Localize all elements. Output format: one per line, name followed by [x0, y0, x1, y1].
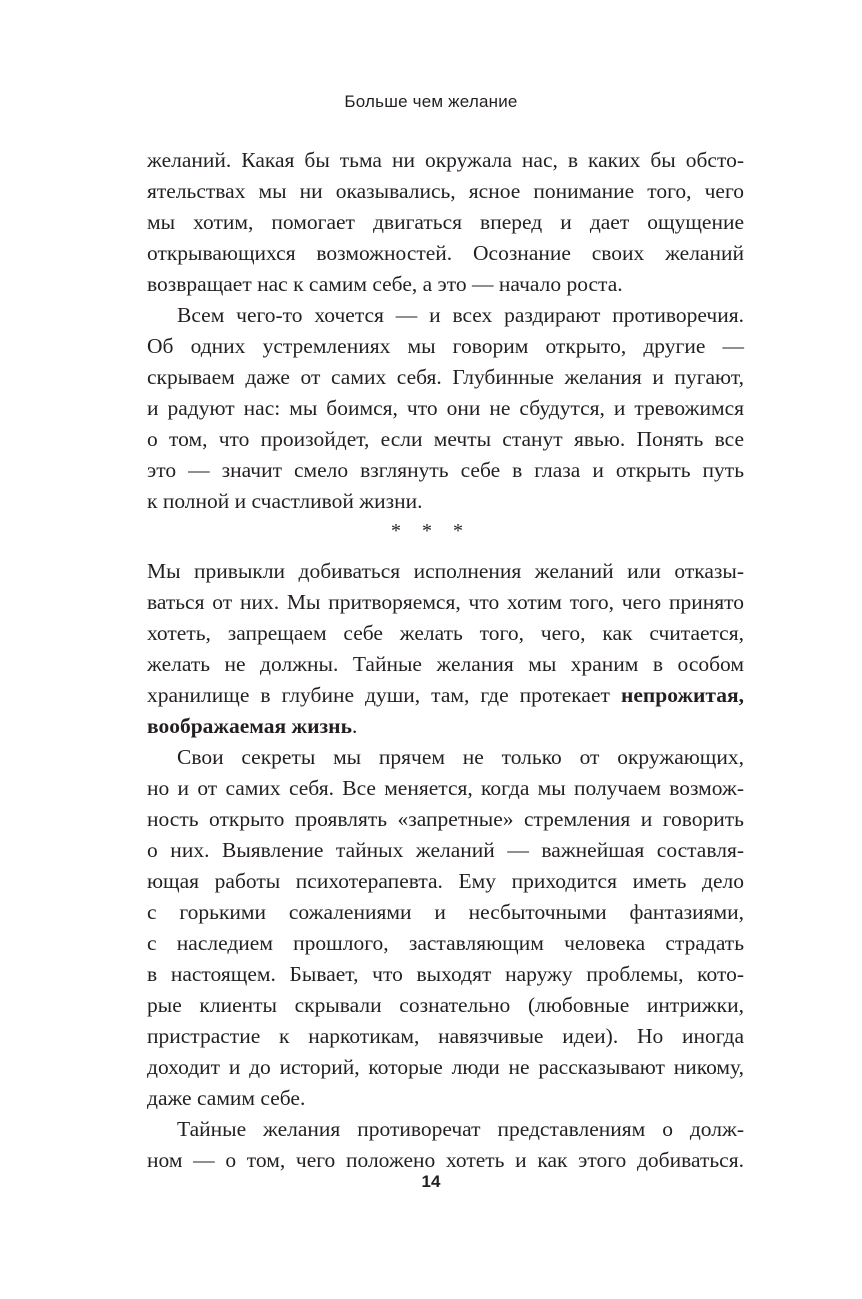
text-line: Об одних устремлениях мы говорим открыто, другие — [147, 334, 744, 358]
text-line: возвращает нас к самим себе, а это — начало роста. [147, 272, 623, 296]
text-line: ющая работы психотерапевта. Ему приходится иметь дело [147, 869, 744, 893]
paragraph [147, 300, 744, 517]
text-run: хранилище в глубине души, там, где протекает [147, 683, 621, 707]
text-line: Свои секреты мы прячем не только от окружающих, [177, 745, 744, 769]
text-line: мы хотим, помогает двигаться вперед и дает ощущение [147, 210, 744, 234]
text-line: о том, что произойдет, если мечты станут явью. Понять все [147, 427, 744, 451]
paragraph [147, 145, 744, 300]
text-line: и радуют нас: мы боимся, что они не сбудутся, и тревожимся [147, 396, 744, 420]
text-line: рые клиенты скрывали сознательно (любовные интрижки, [147, 993, 744, 1017]
emphasis-text: непрожитая, [620, 683, 744, 707]
paragraph [147, 1114, 744, 1176]
paragraph [147, 556, 744, 742]
text-line: ность открыто проявлять «запретные» стремления и говорить [147, 807, 744, 831]
text-line [147, 711, 744, 742]
running-header: Больше чем желание [344, 92, 518, 111]
text-line: Всем чего-то хочется — и всех раздирают противоречия. [177, 303, 744, 327]
text-line: доходит и до историй, которые люди не рассказывают никому, [147, 1055, 744, 1079]
page-number: 14 [421, 1172, 441, 1191]
text-line: к полной и счастливой жизни. [147, 489, 423, 513]
text-line: с горькими сожалениями и несбыточными фантазиями, [147, 900, 744, 924]
text-section-2 [147, 556, 744, 1176]
text-section-1 [147, 145, 744, 517]
text-line: но и от самих себя. Все меняется, когда мы получаем возмож- [147, 776, 744, 800]
text-line: Тайные желания противоречат представлениям о долж- [177, 1117, 744, 1141]
text-line: Мы привыкли добиваться исполнения желаний или отказы- [147, 559, 744, 583]
text-line [147, 680, 744, 711]
paragraph [147, 742, 744, 1114]
text-line: о них. Выявление тайных желаний — важнейшая составля- [147, 838, 744, 862]
text-line: с наследием прошлого, заставляющим человека страдать [147, 931, 744, 955]
text-line: пристрастие к наркотикам, навязчивые идеи). Но иногда [147, 1024, 744, 1048]
text-line: скрываем даже от самих себя. Глубинные желания и пугают, [147, 365, 744, 389]
section-break: * * * [391, 520, 471, 542]
text-line: хотеть, запрещаем себе желать того, чего, как считается, [147, 621, 744, 645]
text-line: открывающихся возможностей. Осознание своих желаний [147, 241, 744, 265]
text-run: . [351, 714, 358, 738]
text-line: ном — о том, чего положено хотеть и как этого добиваться. [147, 1148, 744, 1172]
text-line: желаний. Какая бы тьма ни окружала нас, в каких бы обсто- [147, 148, 744, 172]
text-line: желать не должны. Тайные желания мы храним в особом [147, 652, 744, 676]
emphasis-text: воображаемая жизнь [147, 714, 352, 738]
text-line: это — значит смело взглянуть себе в глаза и открыть путь [147, 458, 744, 482]
text-line: даже самим себе. [147, 1086, 306, 1110]
text-line: ятельствах мы ни оказывались, ясное понимание того, чего [147, 179, 744, 203]
text-line: ваться от них. Мы притворяемся, что хотим того, чего принято [147, 590, 744, 614]
text-line: в настоящем. Бывает, что выходят наружу проблемы, кото- [147, 962, 744, 986]
